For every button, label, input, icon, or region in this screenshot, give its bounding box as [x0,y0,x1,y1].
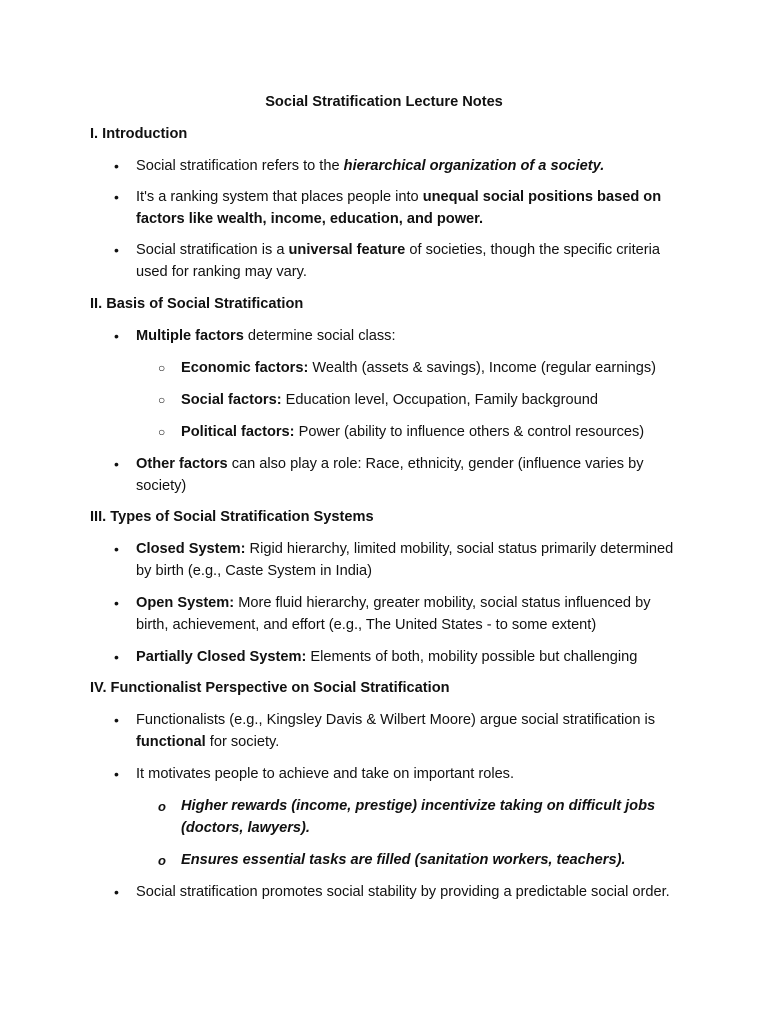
bullet-disc: • [114,766,119,782]
list-item: • It motivates people to achieve and take on important roles. [136,764,686,786]
list-item: • It's a ranking system that places people into unequal social positions based on factors like wealth, income, education, and power. [114,189,662,227]
bullet-italic-o: o [158,799,166,814]
section-heading-basis: II. Basis of Social Stratification [90,296,304,312]
bullet-disc: • [114,541,119,557]
section-heading-introduction: I. Introduction [90,126,188,142]
list-item: • Closed System: Rigid hierarchy, limited mobility, social status primarily determined by birth (e.g., Caste System in India) [114,541,674,579]
bullet-circle: ○ [158,425,166,439]
list-item: • Social stratification is a universal feature of societies, though the specific criteria used for ranking may vary. [114,242,661,280]
sub-list-item: ○ Economic factors: Wealth (assets & savings), Income (regular earnings) [181,358,681,380]
list-item: • Social stratification promotes social stability by providing a predictable social order. [136,882,686,904]
bullet-disc: • [114,242,119,258]
bullet-italic-o: o [158,853,166,868]
bullet-disc: • [114,456,119,472]
section-heading-types: III. Types of Social Stratification Systems [90,509,374,525]
sub-list-item: o Ensures essential tasks are filled (sanitation workers, teachers). [181,850,681,872]
bullet-disc: • [114,595,119,611]
list-item: • Open System: More fluid hierarchy, greater mobility, social status influenced by birth, achievement, and effort (e.g., The United States - to some extent) [114,595,651,633]
sub-list-item: ○ Political factors: Power (ability to influence others & control resources) [181,422,681,444]
sub-list-item: ○ Social factors: Education level, Occupation, Family background [181,390,681,412]
bullet-circle: ○ [158,393,166,407]
bullet-disc: • [114,328,119,344]
bullet-disc: • [114,158,119,174]
bullet-disc: • [114,884,119,900]
page-title: Social Stratification Lecture Notes [265,94,503,110]
list-item: • Other factors can also play a role: Race, ethnicity, gender (influence varies by society) [114,456,644,494]
list-item: • Partially Closed System: Elements of both, mobility possible but challenging [136,647,686,669]
section-heading-functionalist: IV. Functionalist Perspective on Social Stratification [90,680,450,696]
list-item: • Functionalists (e.g., Kingsley Davis & Wilbert Moore) argue social stratification is functional for society. [114,712,656,750]
bullet-disc: • [114,712,119,728]
list-item: • Multiple factors determine social class: [136,326,686,348]
sub-list-item: o Higher rewards (income, prestige) incentivize taking on difficult jobs (doctors, lawyers). [158,798,656,836]
list-item: • Social stratification refers to the hierarchical organization of a society. [136,156,686,178]
bullet-disc: • [114,189,119,205]
bullet-circle: ○ [158,361,166,375]
bullet-disc: • [114,649,119,665]
